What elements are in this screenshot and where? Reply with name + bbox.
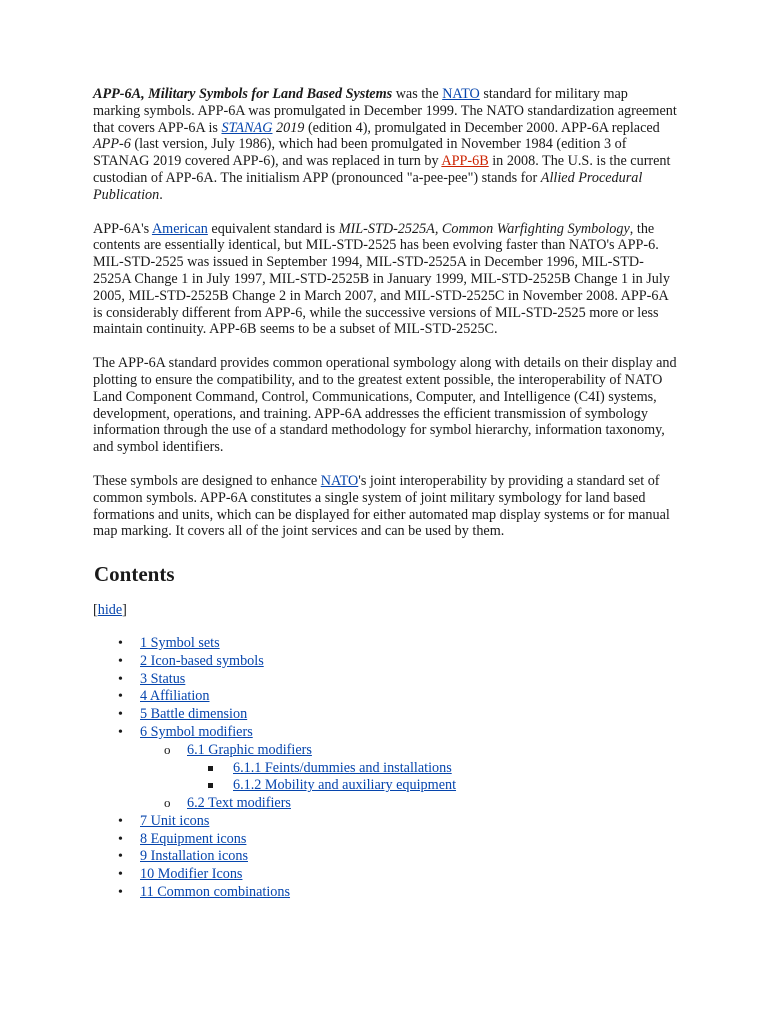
paragraph-intro: APP-6A, Military Symbols for Land Based Systems was the NATO standard for military map marking symbols. APP-6A was promulgated in December 1999. The NATO standardization agreement that covers APP-6A is STANAG 2019 (edition 4), promulgated in December 2000. APP-6A replaced APP-6 (last version, July 1986), which had been promulgated in November 1984 (edition 3 of STANAG 2019 covered APP-6), and was replaced in turn by APP-6B in 2008. The U.S. is the current custodian of APP-6A. The initialism APP (pronounced "a-pee-pee") stands for Allied Procedural Publication. xyxy=(93,86,677,203)
toc-item xyxy=(140,635,678,653)
nato-link-2[interactable]: NATO xyxy=(320,472,359,489)
toc-link-symbol-modifiers[interactable]: 6 Symbol modifiers xyxy=(140,723,253,740)
toc-link-graphic-modifiers[interactable]: 6.1 Graphic modifiers xyxy=(187,741,312,758)
nato-link[interactable]: NATO xyxy=(442,86,480,102)
toc-item xyxy=(140,724,678,813)
toc-link-equipment-icons[interactable]: 8 Equipment icons xyxy=(140,830,247,847)
toc-link-mobility-equipment[interactable]: 6.1.2 Mobility and auxiliary equipment xyxy=(233,777,457,794)
toc-item xyxy=(140,831,678,849)
toc-link-affiliation[interactable]: 4 Affiliation xyxy=(140,688,210,705)
toc-item xyxy=(140,688,678,706)
app6b-link[interactable]: APP-6B xyxy=(441,153,489,170)
stanag-link[interactable]: STANAG xyxy=(221,119,273,136)
article-page xyxy=(93,86,678,902)
toc-item xyxy=(140,653,678,671)
toc-link-status[interactable]: 3 Status xyxy=(140,670,186,687)
toc-item xyxy=(140,866,678,884)
toc-item xyxy=(140,848,678,866)
hide-link[interactable]: hide xyxy=(97,602,123,619)
paragraph-american-equivalent: APP-6A's American equivalent standard is MIL-STD-2525A, Common Warfighting Symbology, the contents are essentially identical, but MIL-STD-2525 has been evolving faster than NATO's APP-6. MIL-STD-2525 was issued in September 1994, MIL-STD-2525A in December 1996, MIL-STD-2525A Change 1 in July 1997, MIL-STD-2525B in January 1999, MIL-STD-2525B Change 1 in July 2005, MIL-STD-2525B Change 2 in March 2007, and MIL-STD-2525C in November 2008. APP-6A is considerably different from APP-6, while the successive versions of MIL-STD-2525 more or less maintain continuity. APP-6B seems to be a subset of MIL-STD-2525C. xyxy=(93,220,670,338)
paragraph-interoperability: These symbols are designed to enhance NATO's joint interoperability by providing a standard set of common symbols. APP-6A constitutes a single system of joint military symbology for land based formations and units, which can be displayed for either automated map display systems or for manual map marking. It covers all of the joint services and can be used by them. xyxy=(93,472,670,540)
toc-sublist xyxy=(140,742,678,813)
toc-link-text-modifiers[interactable]: 6.2 Text modifiers xyxy=(187,795,291,812)
toc-link-battle-dimension[interactable]: 5 Battle dimension xyxy=(140,706,248,723)
toc-item xyxy=(140,813,678,831)
toc-item xyxy=(187,795,678,813)
toc-link-icon-based-symbols[interactable]: 2 Icon-based symbols xyxy=(140,652,264,669)
toc-link-common-combinations[interactable]: 11 Common combinations xyxy=(140,884,291,901)
table-of-contents xyxy=(93,635,678,902)
toc-hide-toggle: [hide] xyxy=(93,602,127,619)
toc-item xyxy=(233,760,678,778)
article-title-term: APP-6A, Military Symbols for Land Based Systems xyxy=(93,86,393,102)
american-link[interactable]: American xyxy=(151,220,208,237)
toc-link-installation-icons[interactable]: 9 Installation icons xyxy=(140,848,248,865)
toc-item xyxy=(233,777,678,795)
paragraph-symbology: The APP-6A standard provides common operational symbology along with details on their display and plotting to ensure the compatibility, and to the greatest extent possible, the interoperability of NATO Land Component Command, Control, Communications, Computer, and Intelligence (C4I) systems, development, operations, and training. APP-6A addresses the efficient transmission of symbology information through the use of a standard methodology for symbol hierarchy, information taxonomy, and symbol identifiers. xyxy=(93,355,677,456)
toc-link-unit-icons[interactable]: 7 Unit icons xyxy=(140,812,210,829)
toc-item xyxy=(140,706,678,724)
toc-item xyxy=(140,671,678,689)
toc-link-feints-dummies[interactable]: 6.1.1 Feints/dummies and installations xyxy=(233,759,452,776)
toc-item xyxy=(140,884,678,902)
toc-link-symbol-sets[interactable]: 1 Symbol sets xyxy=(140,634,220,651)
contents-heading: Contents xyxy=(94,562,175,587)
toc-link-modifier-icons[interactable]: 10 Modifier Icons xyxy=(140,866,243,883)
toc-sublist xyxy=(187,760,678,796)
toc-item xyxy=(187,742,678,795)
